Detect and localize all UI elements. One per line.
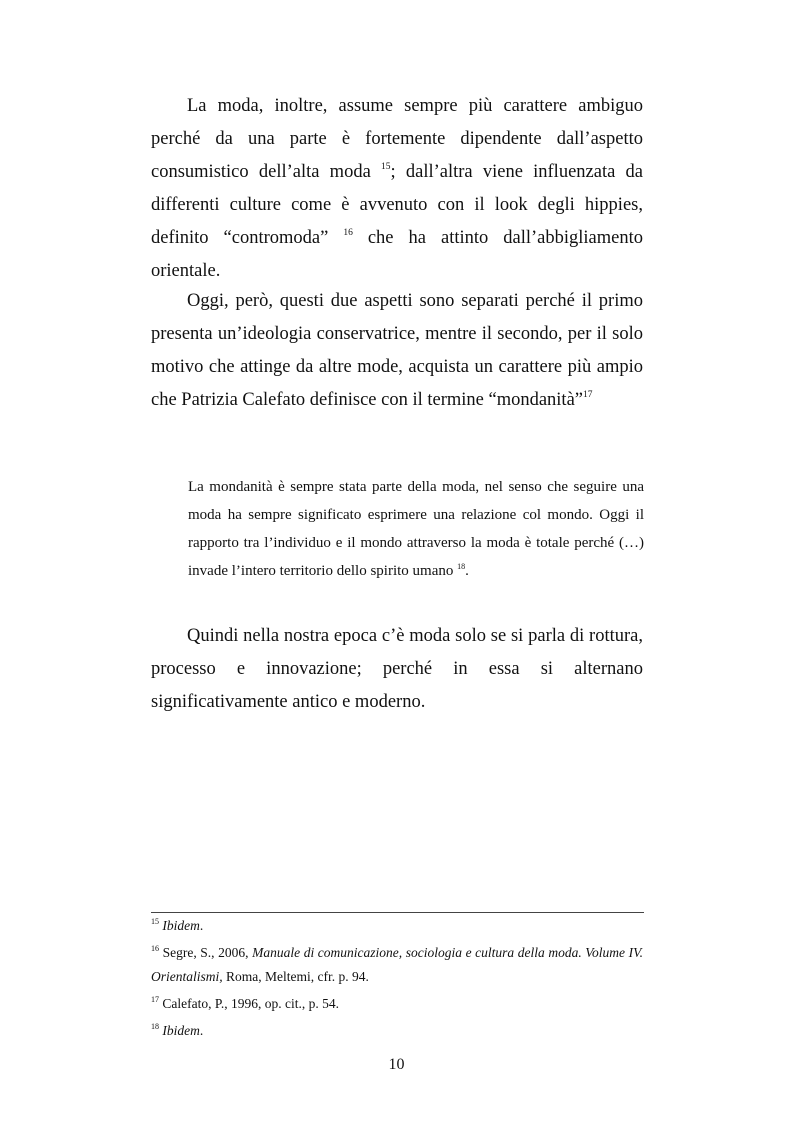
footnote-15-italic: Ibidem [162,918,200,933]
footnote-18 [151,1019,643,1043]
paragraph-2 [151,285,643,417]
footnote-16 [151,941,643,989]
footnote-ref-16[interactable]: 16 [343,228,353,238]
footnote-17 [151,992,643,1016]
block-quote [188,473,644,585]
paragraph-3-text: Quindi nella nostra epoca c’è moda solo se si parla di rottura, processo e innovazione; perché in essa si alternano significativamente antico e moderno. [151,626,643,712]
footnote-16-number: 16 [151,944,159,953]
footnote-16-publisher: Roma, Meltemi, cfr. p. 94. [222,969,369,984]
footnote-17-number: 17 [151,995,159,1004]
footnote-18-number: 18 [151,1022,159,1031]
paragraph-1-text-a: La moda, inoltre, assume sempre più carattere ambiguo perché da una parte è fortemente dipendente dall’aspetto consumistico dell’alta moda [151,96,643,182]
paragraph-2-text: Oggi, però, questi due aspetti sono separati perché il primo presenta un’ideologia conservatrice, mentre il secondo, per il solo motivo che attinge da altre mode, acquista un carattere più ampio che Patrizia Calefato definisce con il termine “mondanità” [151,291,643,410]
footnote-18-text: . [199,1023,204,1038]
paragraph-1-text-b: ; dall’altra viene influenzata da differenti culture come è avvenuto con il look degli hippies, definito “contromoda” [151,162,643,248]
footnote-ref-17[interactable]: 17 [583,390,593,400]
footnote-15 [151,914,643,938]
footnote-ref-15[interactable]: 15 [381,162,391,172]
footnote-15-text: . [199,918,204,933]
footnote-16-author: Segre, S., 2006, [162,945,253,960]
block-quote-text: La mondanità è sempre stata parte della moda, nel senso che seguire una moda ha sempre significato esprimere una relazione col mondo. Oggi il rapporto tra l’individuo e il mondo attraverso la moda è totale perché (…) invade l’intero territorio dello spirito umano [188,479,644,579]
footnote-17-text: Calefato, P., 1996, op. cit., p. 54. [162,996,339,1011]
footnote-ref-18[interactable]: 18 [457,562,466,571]
footnote-18-italic: Ibidem [162,1023,200,1038]
page-number: 10 [388,1056,405,1073]
paragraph-1 [151,90,643,288]
paragraph-1-text-c: che ha attinto dall’abbigliamento orientale. [151,228,644,281]
footnote-16-title: Manuale di comunicazione, sociologia e cultura della moda. Volume IV. Orientalismi, [151,945,644,984]
paragraph-3 [151,620,643,719]
footnotes [151,914,643,1046]
footnote-separator [151,912,644,913]
block-quote-end: . [465,563,469,579]
footnote-15-number: 15 [151,917,159,926]
